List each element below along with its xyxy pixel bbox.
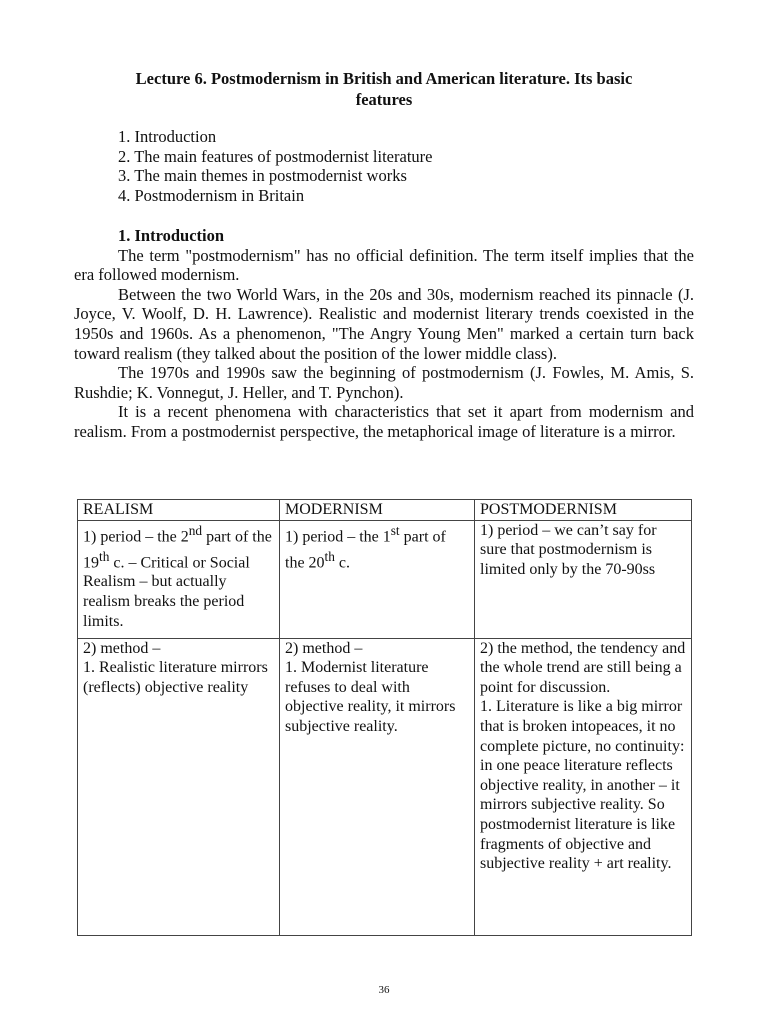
lecture-title <box>76 68 692 110</box>
table-of-contents <box>118 127 432 205</box>
table-row-method <box>78 638 692 935</box>
page-number: 36 <box>378 984 390 996</box>
cell-realism-method: 2) method – 1. Realistic literature mirrors (reflects) objective reality <box>78 638 280 935</box>
paragraph: The 1970s and 1990s saw the beginning of postmodernism (J. Fowles, M. Amis, S. Rushdie; K. Vonnegut, J. Heller, and T. Pynchon). <box>74 363 694 402</box>
lecture-title-line-1: Lecture 6. Postmodernism in British and American literature. Its basic <box>135 69 633 88</box>
cell-modernism-period: 1) period – the 1st part of the 20th c. <box>280 520 475 638</box>
toc-item: 4. Postmodernism in Britain <box>118 185 305 205</box>
lecture-title-line-2: features <box>355 90 413 109</box>
cell-realism-period: 1) period – the 2nd part of the 19th c. – Critical or Social Realism – but actually realism breaks the period limits. <box>78 520 280 638</box>
cell-postmodernism-period: 1) period – we can’t say for sure that postmodernism is limited only by the 70-90ss <box>475 520 692 638</box>
paragraph: It is a recent phenomena with characteristics that set it apart from modernism and realism. From a postmodernist perspective, the metaphorical image of literature is a mirror. <box>74 402 694 441</box>
introduction-section <box>74 226 694 442</box>
toc-item: 1. Introduction <box>118 127 217 146</box>
table-row-period <box>78 520 692 638</box>
section-heading: 1. Introduction <box>118 226 225 245</box>
paragraph: The term "postmodernism" has no official definition. The term itself implies that the era followed modernism. <box>74 245 694 285</box>
toc-item: 3. The main themes in postmodernist works <box>118 166 407 186</box>
table-header-row <box>78 500 692 521</box>
header-postmodernism: POSTMODERNISM <box>475 500 692 521</box>
header-realism: REALISM <box>78 500 280 521</box>
cell-postmodernism-method: 2) the method, the tendency and the whole trend are still being a point for discussion. 1. Literature is like a big mirror that is broken intopeaces, it no complete picture, no continuity: in one peace literature reflects objective reality, in another – it mirrors subjective reality. So postmodernist literature is like fragments of objective and subjective reality + art reality. <box>475 638 692 935</box>
toc-item: 2. The main features of postmodernist literature <box>118 146 433 166</box>
paragraph: Between the two World Wars, in the 20s and 30s, modernism reached its pinnacle (J. Joyce, V. Woolf, D. H. Lawrence). Realistic and modernist literary trends coexisted in the 1950s and 1960s. As a phenomenon, "The Angry Young Men" marked a certain turn back toward realism (they talked about the position of the lower middle class). <box>74 284 694 363</box>
header-modernism: MODERNISM <box>280 500 475 521</box>
cell-modernism-method: 2) method – 1. Modernist literature refuses to deal with objective reality, it mirrors subjective reality. <box>280 638 475 935</box>
comparison-table <box>77 499 692 936</box>
